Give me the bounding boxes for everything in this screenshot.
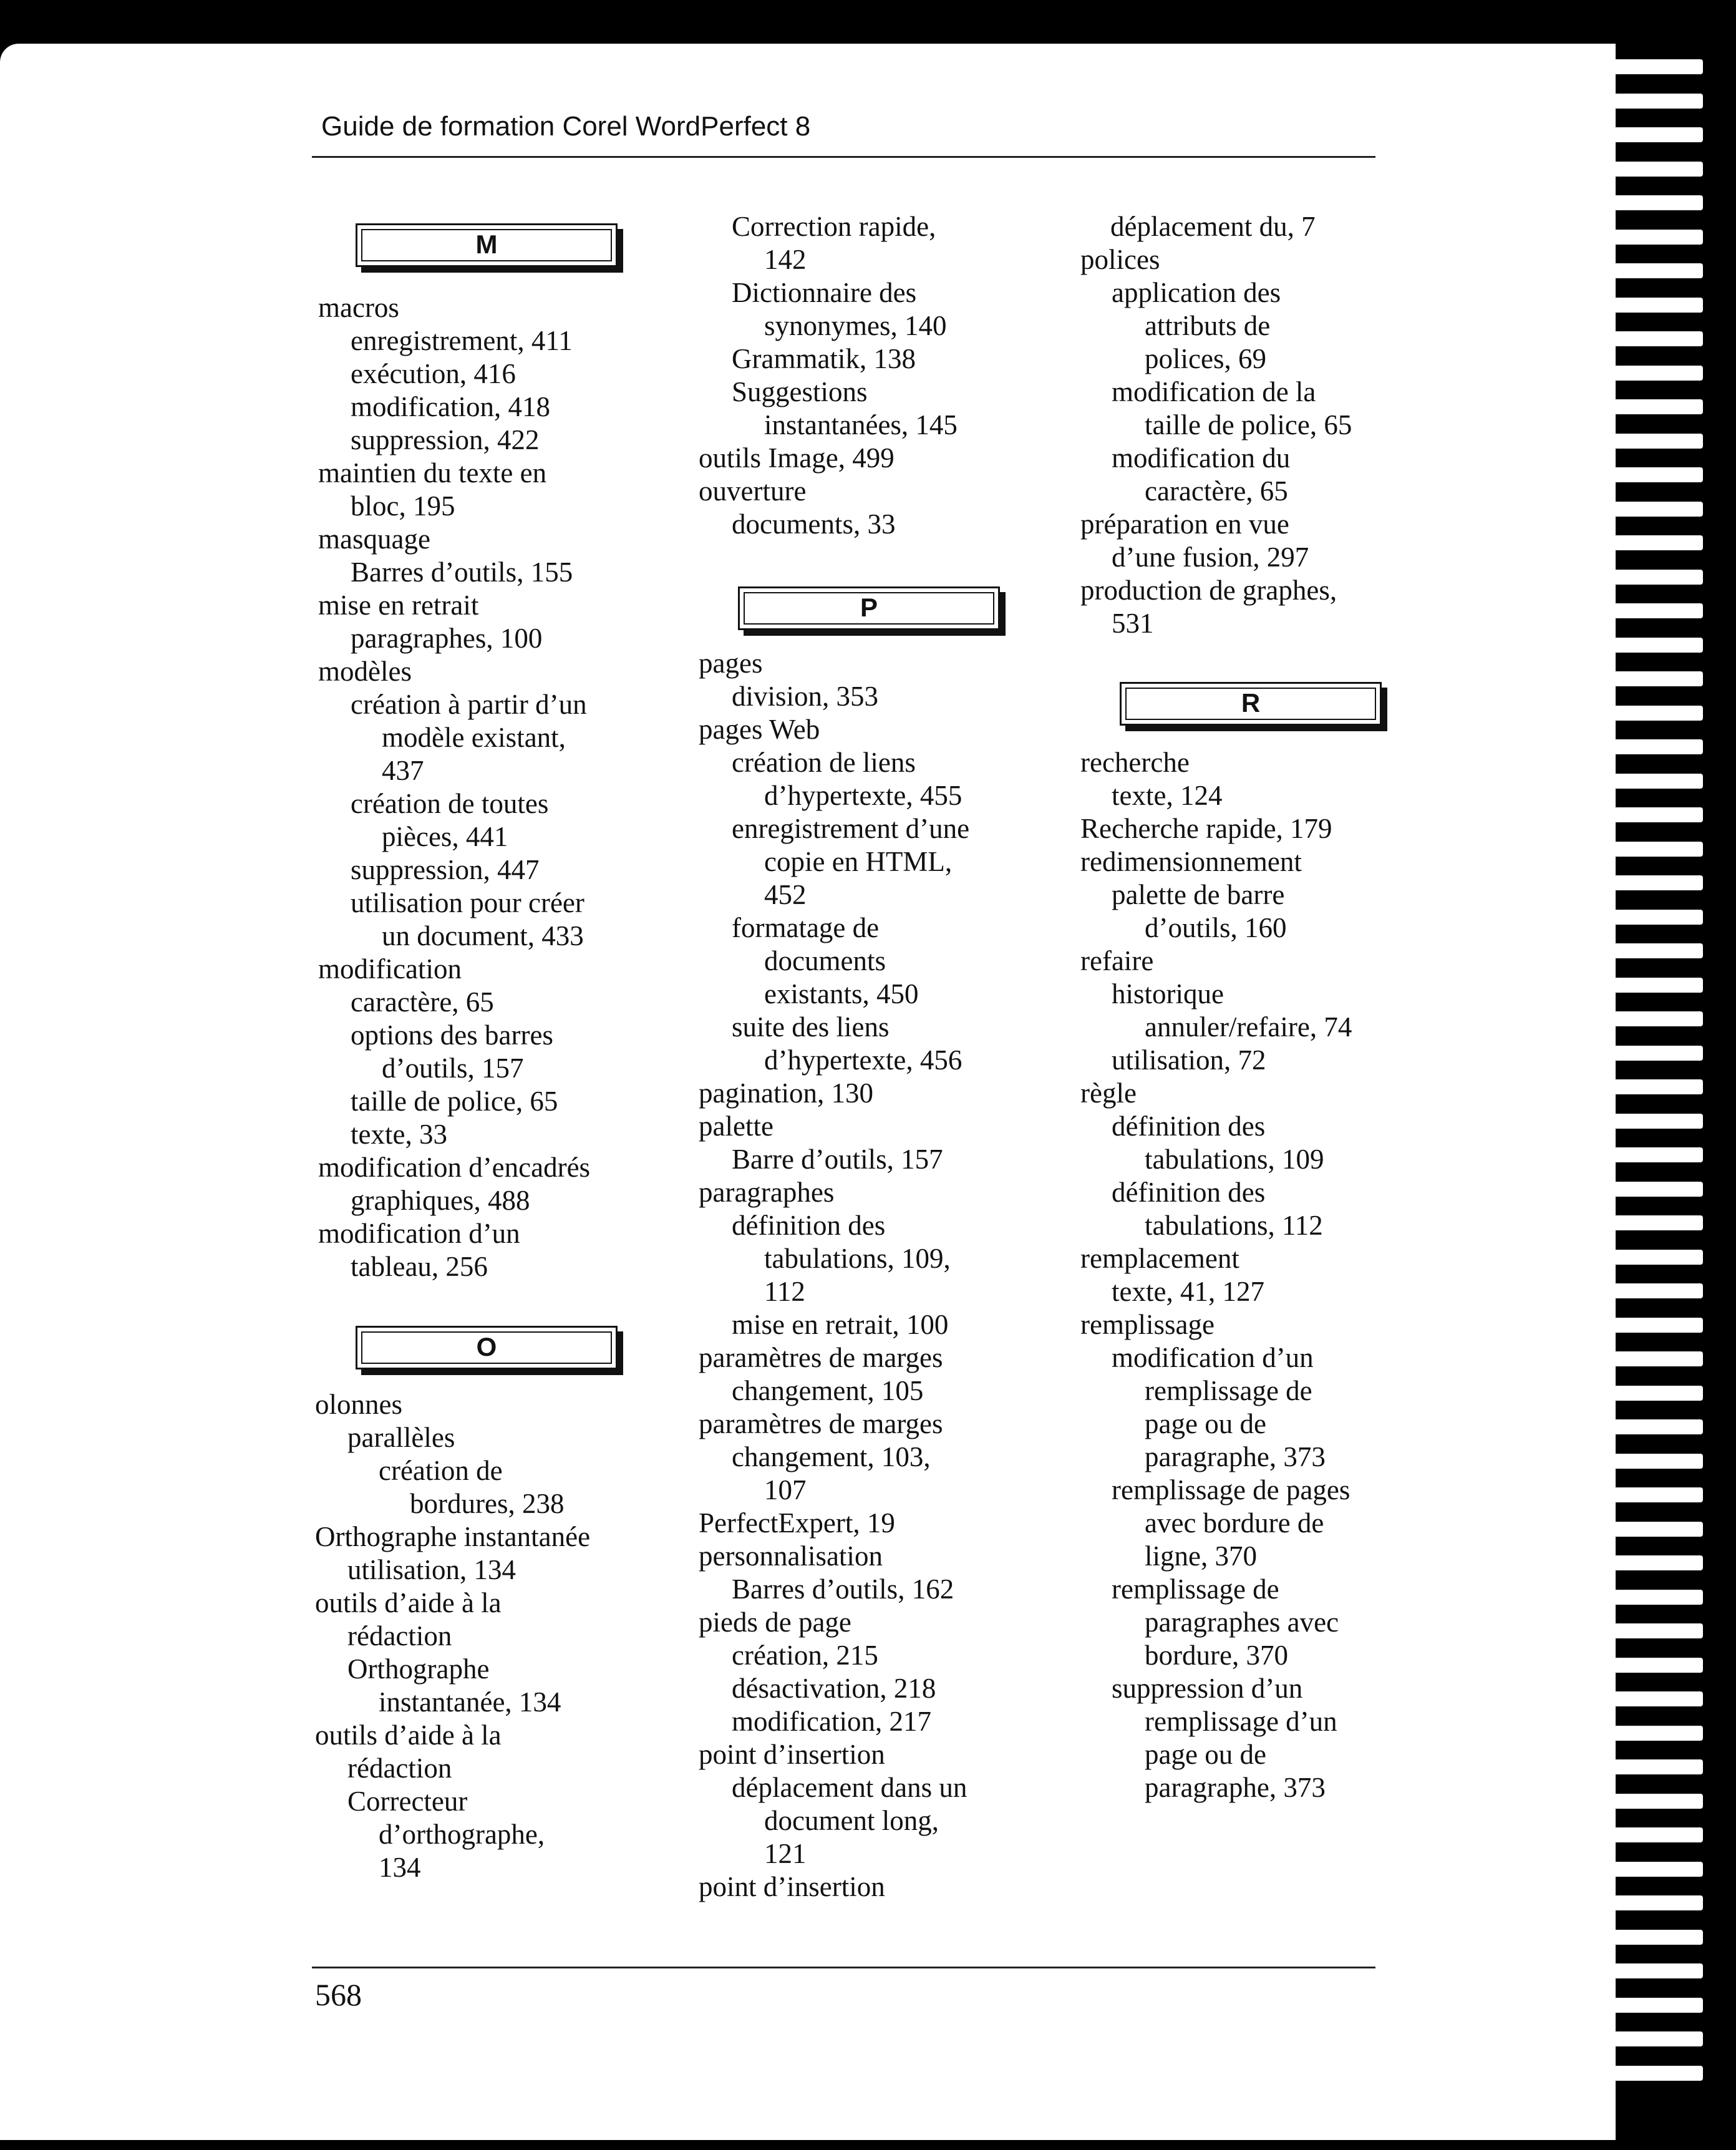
binding-ring [1609, 1555, 1703, 1570]
index-entry: taille de police, 65 [1145, 409, 1352, 440]
index-entry: PerfectExpert, 19 [699, 1507, 895, 1539]
index-entry: remplissage de [1112, 1574, 1279, 1605]
index-entry: tabulations, 109 [1145, 1144, 1324, 1175]
index-entry: définition des [1112, 1111, 1266, 1142]
binding-ring [1609, 1658, 1703, 1673]
index-entry: formatage de [732, 912, 880, 943]
index-entry: suppression, 447 [351, 854, 540, 885]
letter-heading-o: O [356, 1326, 618, 1369]
binding-ring [1609, 127, 1703, 142]
index-entry: d’une fusion, 297 [1112, 542, 1309, 573]
index-entry: outils Image, 499 [699, 442, 895, 474]
index-entry: Correcteur [347, 1786, 468, 1817]
index-entry: 107 [764, 1474, 807, 1505]
binding-ring [1609, 1623, 1703, 1638]
binding-ring [1609, 1794, 1703, 1809]
index-entry: suppression, 422 [351, 424, 540, 455]
index-entry: un document, 433 [382, 920, 584, 951]
index-entry: maintien du texte en [318, 457, 547, 489]
index-entry: définition des [1112, 1177, 1266, 1208]
index-entry: paramètres de marges [699, 1408, 943, 1439]
binding-ring [1609, 230, 1703, 245]
index-entry: rédaction [347, 1620, 452, 1651]
index-entry: modification, 418 [351, 391, 550, 422]
index-entry: tableau, 256 [351, 1251, 488, 1282]
index-entry: documents, 33 [732, 508, 896, 540]
index-entry: mise en retrait [318, 590, 479, 621]
binding-ring [1609, 1079, 1703, 1094]
index-entry: page ou de [1145, 1739, 1266, 1770]
index-entry: page ou de [1145, 1408, 1266, 1439]
index-entry: paragraphe, 373 [1145, 1441, 1326, 1472]
letter-heading-m: M [356, 223, 618, 267]
binding-ring [1609, 671, 1703, 686]
index-entry: ouverture [699, 475, 807, 507]
index-entry: 112 [764, 1276, 805, 1307]
index-entry: recherche [1080, 747, 1190, 778]
binding-ring [1609, 1691, 1703, 1706]
binding-ring [1609, 978, 1703, 993]
index-entry: remplissage de [1145, 1375, 1312, 1406]
index-entry: définition des [732, 1210, 886, 1241]
binding-ring [1609, 162, 1703, 177]
index-entry: création de toutes [351, 788, 549, 819]
index-entry: application des [1112, 277, 1281, 308]
index-entry: paragraphes, 100 [351, 623, 543, 654]
binding-ring [1609, 399, 1703, 414]
index-entry: paragraphes avec [1145, 1607, 1339, 1638]
index-entry: Barres d’outils, 162 [732, 1574, 954, 1605]
index-entry: document long, [764, 1805, 939, 1836]
index-entry: remplissage [1080, 1309, 1215, 1340]
index-entry: synonymes, 140 [764, 310, 947, 341]
binding-ring [1609, 1862, 1703, 1877]
binding-ring [1609, 1759, 1703, 1774]
binding-ring [1609, 1930, 1703, 1945]
index-entry: utilisation, 72 [1112, 1044, 1266, 1076]
binding-ring [1609, 943, 1703, 958]
index-entry: attributs de [1145, 310, 1271, 341]
binding-ring [1609, 1998, 1703, 2013]
index-entry: déplacement du, 7 [1110, 211, 1316, 242]
index-entry: changement, 105 [732, 1375, 924, 1406]
index-entry: Orthographe [347, 1653, 490, 1685]
index-entry: 531 [1112, 608, 1154, 639]
index-entry: enregistrement d’une [732, 813, 970, 844]
binding-ring [1609, 1283, 1703, 1298]
index-entry: taille de police, 65 [351, 1086, 558, 1117]
index-entry: modèles [318, 656, 412, 687]
binding-ring [1609, 1318, 1703, 1333]
binding-ring [1609, 535, 1703, 550]
binding-ring [1609, 1147, 1703, 1162]
index-entry: Grammatik, 138 [732, 343, 916, 374]
index-entry: d’hypertexte, 456 [764, 1044, 963, 1076]
index-entry: production de graphes, [1080, 575, 1337, 606]
binding-ring [1609, 2066, 1703, 2081]
index-entry: outils d’aide à la [315, 1720, 502, 1751]
index-entry: parallèles [347, 1422, 455, 1453]
index-entry: exécution, 416 [351, 358, 516, 389]
footer-rule [312, 1967, 1375, 1968]
index-entry: d’orthographe, [379, 1819, 545, 1850]
index-entry: redimensionnement [1080, 846, 1302, 877]
index-entry: suite des liens [732, 1011, 890, 1043]
index-entry: modification d’un [318, 1218, 520, 1249]
index-entry: mise en retrait, 100 [732, 1309, 949, 1340]
binding-ring [1609, 1114, 1703, 1129]
index-entry: préparation en vue [1080, 508, 1289, 540]
binding-ring [1609, 467, 1703, 482]
index-entry: caractère, 65 [351, 986, 494, 1018]
index-entry: remplacement [1080, 1243, 1239, 1274]
binding-ring [1609, 195, 1703, 210]
index-entry: remplissage de pages [1112, 1474, 1350, 1505]
page-header-title: Guide de formation Corel WordPerfect 8 [321, 111, 811, 142]
binding-ring [1609, 434, 1703, 449]
index-entry: 452 [764, 879, 807, 910]
index-entry: pièces, 441 [382, 821, 508, 852]
index-entry: bordure, 370 [1145, 1640, 1288, 1671]
index-entry: macros [318, 292, 399, 323]
index-entry: paragraphe, 373 [1145, 1772, 1326, 1803]
index-entry: désactivation, 218 [732, 1673, 936, 1704]
letter-heading-p: P [738, 586, 1000, 630]
index-entry: pages Web [699, 714, 820, 745]
index-entry: 437 [382, 755, 424, 786]
index-entry: rédaction [347, 1753, 452, 1784]
index-entry: suppression d’un [1112, 1673, 1303, 1704]
index-entry: d’outils, 157 [382, 1053, 524, 1084]
index-entry: instantanées, 145 [764, 409, 958, 440]
binding-ring [1609, 59, 1703, 74]
binding-ring [1609, 1046, 1703, 1061]
binding-ring [1609, 842, 1703, 857]
index-entry: olonnes [315, 1389, 402, 1420]
binding-ring [1609, 366, 1703, 381]
index-entry: utilisation pour créer [351, 887, 584, 918]
index-entry: texte, 124 [1112, 780, 1223, 811]
binding-ring [1609, 502, 1703, 517]
index-entry: bordures, 238 [410, 1488, 565, 1519]
binding-ring [1609, 1351, 1703, 1366]
index-entry: pages [699, 648, 763, 679]
binding-ring [1609, 1963, 1703, 1978]
index-entry: modèle existant, [382, 722, 566, 753]
index-entry: documents [764, 945, 886, 976]
binding-ring [1609, 1590, 1703, 1605]
index-entry: caractère, 65 [1145, 475, 1288, 507]
index-entry: personnalisation [699, 1540, 883, 1572]
index-entry: 121 [764, 1838, 807, 1869]
index-entry: polices [1080, 244, 1160, 275]
index-entry: Suggestions [732, 376, 868, 407]
index-entry: outils d’aide à la [315, 1587, 502, 1618]
index-entry: modification de la [1112, 376, 1316, 407]
index-entry: modification du [1112, 442, 1291, 474]
index-entry: avec bordure de [1145, 1507, 1324, 1539]
binding-ring [1609, 603, 1703, 618]
binding-ring [1609, 1522, 1703, 1537]
index-entry: enregistrement, 411 [351, 325, 573, 356]
index-entry: ligne, 370 [1145, 1540, 1257, 1572]
binding-ring [1609, 263, 1703, 278]
index-entry: instantanée, 134 [379, 1686, 561, 1718]
index-entry: modification [318, 953, 462, 985]
binding-ring [1609, 570, 1703, 585]
binding-ring [1609, 706, 1703, 721]
index-entry: pagination, 130 [699, 1077, 873, 1109]
index-entry: Recherche rapide, 179 [1080, 813, 1332, 844]
index-entry: déplacement dans un [732, 1772, 967, 1803]
index-entry: Correction rapide, [732, 211, 936, 242]
index-entry: pieds de page [699, 1607, 851, 1638]
index-entry: 142 [764, 244, 807, 275]
index-entry: Dictionnaire des [732, 277, 917, 308]
binding-ring [1609, 910, 1703, 925]
binding-ring [1609, 1215, 1703, 1230]
index-entry: changement, 103, [732, 1441, 931, 1472]
index-entry: tabulations, 112 [1145, 1210, 1323, 1241]
binding-ring [1609, 1454, 1703, 1469]
binding-ring [1609, 94, 1703, 109]
index-entry: texte, 41, 127 [1112, 1276, 1264, 1307]
index-entry: remplissage d’un [1145, 1706, 1337, 1737]
index-entry: point d’insertion [699, 1871, 885, 1902]
binding-ring [1609, 638, 1703, 653]
binding-ring [1609, 739, 1703, 754]
index-entry: options des barres [351, 1019, 553, 1051]
letter-heading-r: R [1120, 682, 1382, 726]
index-entry: modification d’encadrés [318, 1152, 591, 1183]
header-rule [312, 156, 1375, 158]
binding-ring [1609, 807, 1703, 822]
index-entry: création à partir d’un [351, 689, 587, 720]
binding-ring [1609, 1250, 1703, 1265]
index-entry: paragraphes [699, 1177, 835, 1208]
index-entry: règle [1080, 1077, 1137, 1109]
index-entry: Barre d’outils, 157 [732, 1144, 943, 1175]
binding-ring [1609, 1419, 1703, 1434]
binding-ring [1609, 298, 1703, 313]
index-entry: utilisation, 134 [347, 1554, 516, 1585]
index-entry: d’hypertexte, 455 [764, 780, 963, 811]
index-entry: création de [379, 1455, 503, 1486]
index-entry: d’outils, 160 [1145, 912, 1287, 943]
binding-ring [1609, 331, 1703, 346]
index-entry: modification, 217 [732, 1706, 931, 1737]
index-entry: palette [699, 1111, 773, 1142]
binding-ring [1609, 2031, 1703, 2046]
index-entry: texte, 33 [351, 1119, 447, 1150]
binding-ring [1609, 1726, 1703, 1741]
binding-ring [1609, 1487, 1703, 1502]
index-entry: 134 [379, 1852, 421, 1883]
index-entry: paramètres de marges [699, 1342, 943, 1373]
index-entry: palette de barre [1112, 879, 1285, 910]
index-entry: graphiques, 488 [351, 1185, 530, 1216]
index-entry: existants, 450 [764, 978, 919, 1009]
index-entry: polices, 69 [1145, 343, 1266, 374]
index-entry: création de liens [732, 747, 916, 778]
index-entry: refaire [1080, 945, 1154, 976]
index-entry: historique [1112, 978, 1224, 1009]
binding-ring [1609, 1182, 1703, 1197]
binding-ring [1609, 875, 1703, 890]
binding-ring [1609, 774, 1703, 789]
index-entry: tabulations, 109, [764, 1243, 951, 1274]
index-entry: bloc, 195 [351, 490, 455, 522]
index-entry: annuler/refaire, 74 [1145, 1011, 1352, 1043]
page-number: 568 [315, 1977, 362, 2012]
binding-ring [1609, 1827, 1703, 1842]
binding-ring [1609, 1011, 1703, 1026]
binding-ring [1609, 1386, 1703, 1401]
index-entry: masquage [318, 523, 430, 555]
binding-ring [1609, 1895, 1703, 1910]
index-entry: modification d’un [1112, 1342, 1314, 1373]
index-entry: division, 353 [732, 681, 879, 712]
index-entry: copie en HTML, [764, 846, 953, 877]
index-entry: Orthographe instantanée [315, 1521, 591, 1552]
index-entry: Barres d’outils, 155 [351, 557, 573, 588]
index-entry: création, 215 [732, 1640, 878, 1671]
index-entry: point d’insertion [699, 1739, 885, 1770]
